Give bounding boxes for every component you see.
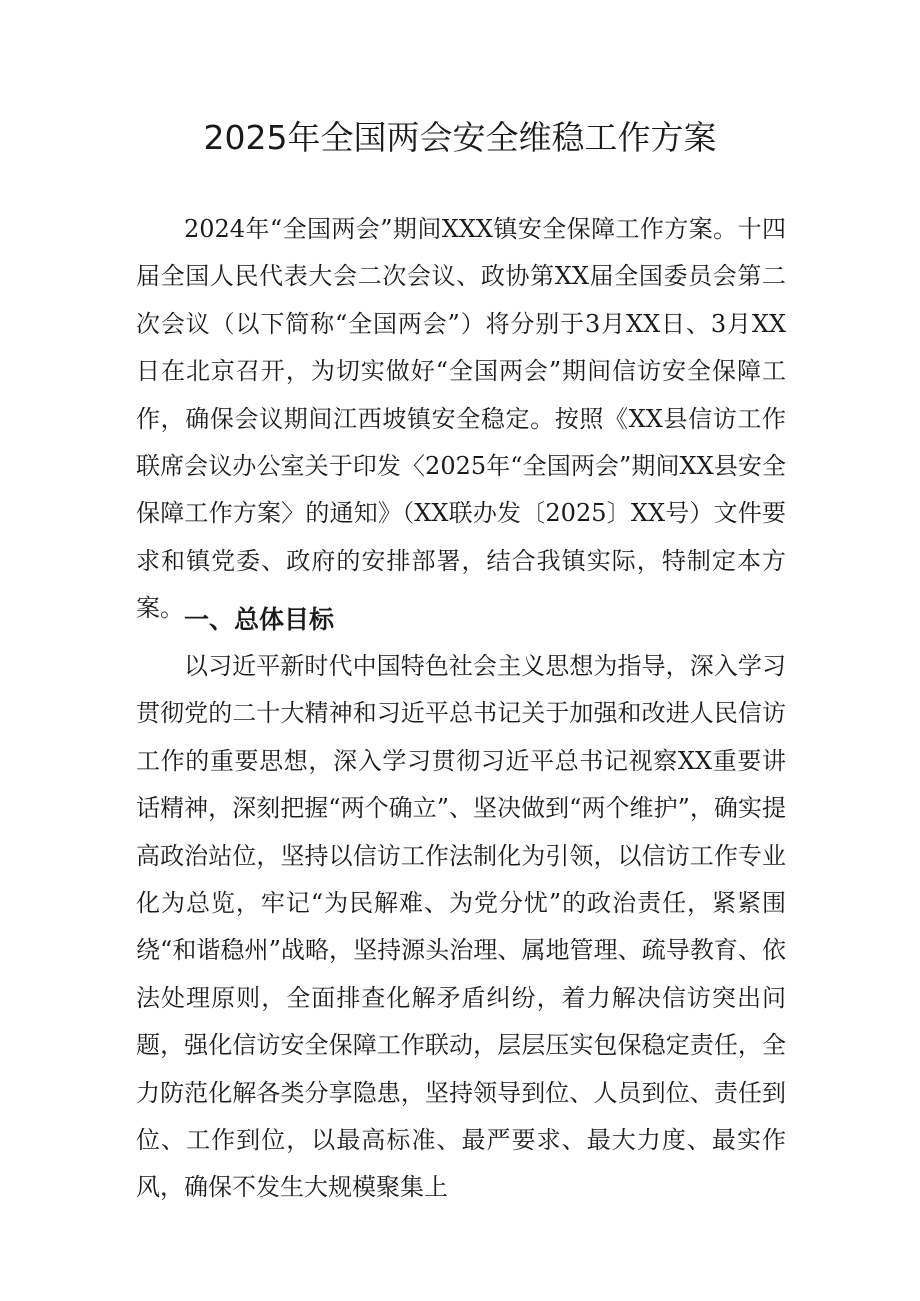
overall-goal-paragraph: 以习近平新时代中国特色社会主义思想为指导，深入学习贯彻党的二十大精神和习近平总书记关于加强和改进人民信访工作的重要思想，深入学习贯彻习近平总书记视察XX重要讲话精神，深刻把握“两个确立”、坚决做到“两个维护”，确实提高政治站位，坚持以信访工作法制化为引领，以信访工作专业化为总览，牢记“为民解难、为党分忧”的政治责任，紧紧围绕“和谐稳州”战略，坚持源头治理、属地管理、疏导教育、依法处理原则，全面排查化解矛盾纠纷，着力解决信访突出问题，强化信访安全保障工作联动，层层压实包保稳定责任，全力防范化解各类分享隐患，坚持领导到位、人员到位、责任到位、工作到位，以最高标准、最严要求、最大力度、最实作风，确保不发生大规模聚集上 xyxy=(136,652,786,1202)
document-title: 2025年全国两会安全维稳工作方案 xyxy=(203,118,717,157)
intro-paragraph: 2024年“全国两会”期间XXX镇安全保障工作方案。十四届全国人民代表大会二次会议、政协第XX届全国委员会第二次会议（以下简称“全国两会”）将分别于3月XX日、3月XX日在北京召开，为切实做好“全国两会”期间信访安全保障工作，确保会议期间江西坡镇安全稳定。按照《XX县信访工作联席会议办公室关于印发〈2025年“全国两会”期间XX县安全保障工作方案〉的通知》（XX联办发〔2025〕XX号）文件要求和镇党委、政府的安排部署，结合我镇实际，特制定本方案。 xyxy=(136,215,786,623)
section-heading-overall-goal: 一、总体目标 xyxy=(184,605,335,634)
